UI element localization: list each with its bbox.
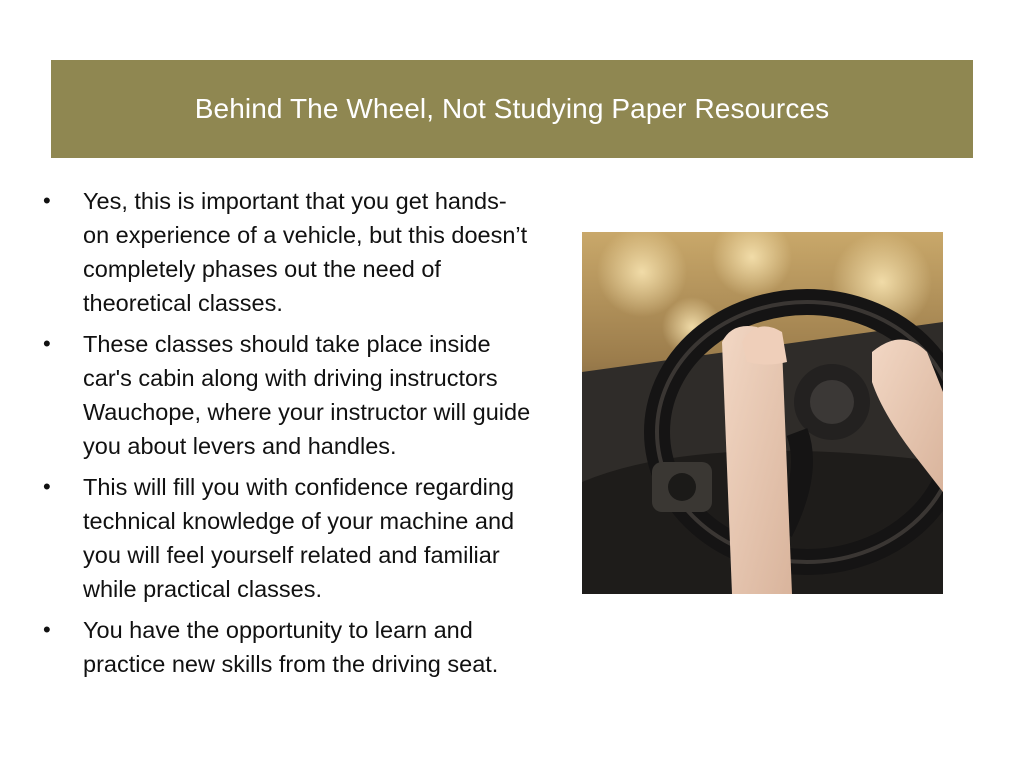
bullet-item <box>40 184 532 320</box>
bullet-icon: • <box>43 331 51 356</box>
bullet-text: You have the opportunity to learn and practice new skills from the driving seat. <box>83 617 499 677</box>
steering-wheel-photo <box>582 232 943 594</box>
bullet-text: Yes, this is important that you get hands-on experience of a vehicle, but this doesn’t completely phases out the need of theoretical classes. <box>83 188 528 316</box>
bullet-item <box>40 327 532 463</box>
bullet-icon: • <box>43 617 51 642</box>
bullet-icon: • <box>43 474 51 499</box>
bullet-list <box>40 184 532 688</box>
steering-wheel-icon <box>582 232 943 594</box>
bullet-icon: • <box>43 188 51 213</box>
bullet-item <box>40 470 532 606</box>
title-bar <box>51 60 973 158</box>
bullet-text: These classes should take place inside car's cabin along with driving instructors Wauchope, where your instructor will guide you about levers and handles. <box>83 331 531 459</box>
bullet-item <box>40 613 532 681</box>
bullet-text: This will fill you with confidence regarding technical knowledge of your machine and you will feel yourself related and familiar while practical classes. <box>83 474 515 602</box>
slide-title: Behind The Wheel, Not Studying Paper Resources <box>194 93 830 124</box>
